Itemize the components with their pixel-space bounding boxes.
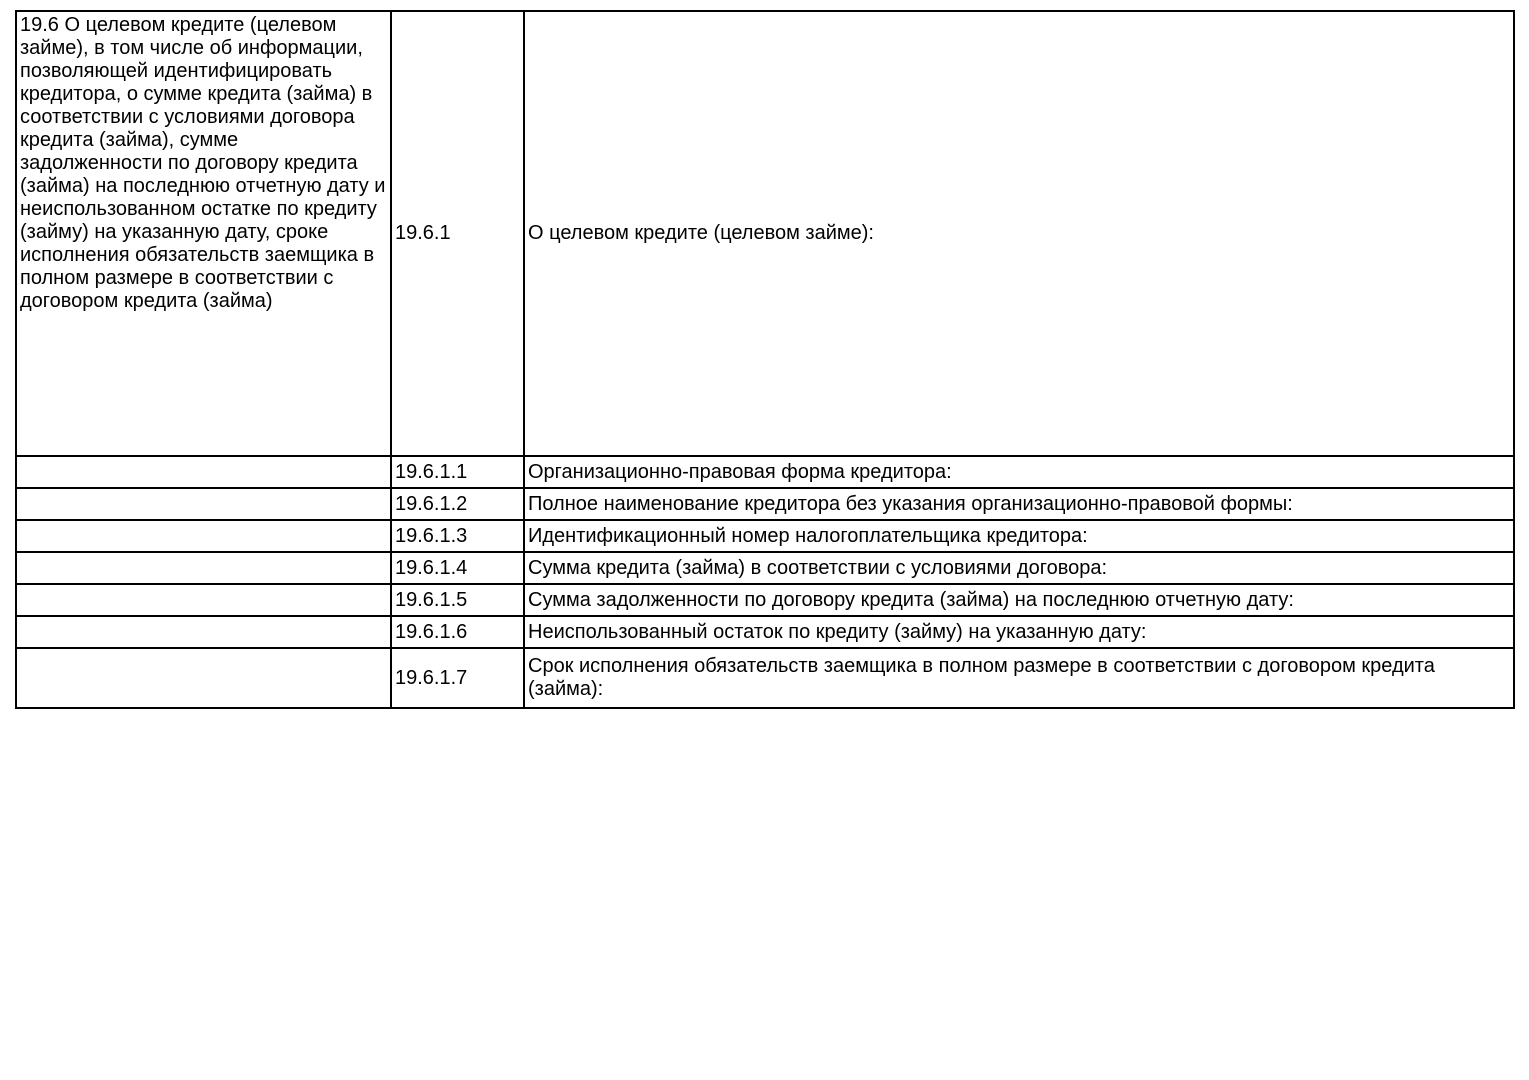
credit-info-table [15, 10, 1515, 709]
empty-cell [16, 488, 391, 520]
empty-cell [16, 552, 391, 584]
row-label-cell: Срок исполнения обязательств заемщика в полном размере в соответствии с договором кредита (займа): [524, 648, 1514, 708]
empty-cell [16, 520, 391, 552]
row-code-cell: 19.6.1.2 [391, 488, 524, 520]
row-label-cell: О целевом кредите (целевом займе): [524, 11, 1514, 456]
row-label-cell: Сумма кредита (займа) в соответствии с условиями договора: [524, 552, 1514, 584]
row-code-cell: 19.6.1.6 [391, 616, 524, 648]
row-label-cell: Организационно-правовая форма кредитора: [524, 456, 1514, 488]
row-label-cell: Идентификационный номер налогоплательщика кредитора: [524, 520, 1514, 552]
table-row [16, 488, 1514, 520]
row-code-cell: 19.6.1.3 [391, 520, 524, 552]
row-code-cell: 19.6.1.1 [391, 456, 524, 488]
row-code-cell: 19.6.1.5 [391, 584, 524, 616]
empty-cell [16, 616, 391, 648]
row-label-cell: Полное наименование кредитора без указания организационно-правовой формы: [524, 488, 1514, 520]
table-row [16, 552, 1514, 584]
table-row-main [16, 11, 1514, 456]
table-row [16, 584, 1514, 616]
empty-cell [16, 648, 391, 708]
row-code-cell: 19.6.1 [391, 11, 524, 456]
row-label-cell: Неиспользованный остаток по кредиту (займу) на указанную дату: [524, 616, 1514, 648]
table-row [16, 648, 1514, 708]
row-label-cell: Сумма задолженности по договору кредита (займа) на последнюю отчетную дату: [524, 584, 1514, 616]
table-row [16, 616, 1514, 648]
empty-cell [16, 584, 391, 616]
row-code-cell: 19.6.1.7 [391, 648, 524, 708]
table-row [16, 456, 1514, 488]
row-code-cell: 19.6.1.4 [391, 552, 524, 584]
empty-cell [16, 456, 391, 488]
table-row [16, 520, 1514, 552]
section-description-cell: 19.6 О целевом кредите (целевом займе), в том числе об информации, позволяющей идентифицировать кредитора, о сумме кредита (займа) в соответствии с условиями договора кредита (займа), сумме задолженности по договору кредита (займа) на последнюю отчетную дату и неиспользованном остатке по кредиту (займу) на указанную дату, сроке исполнения обязательств заемщика в полном размере в соответствии с договором кредита (займа) [16, 11, 391, 456]
